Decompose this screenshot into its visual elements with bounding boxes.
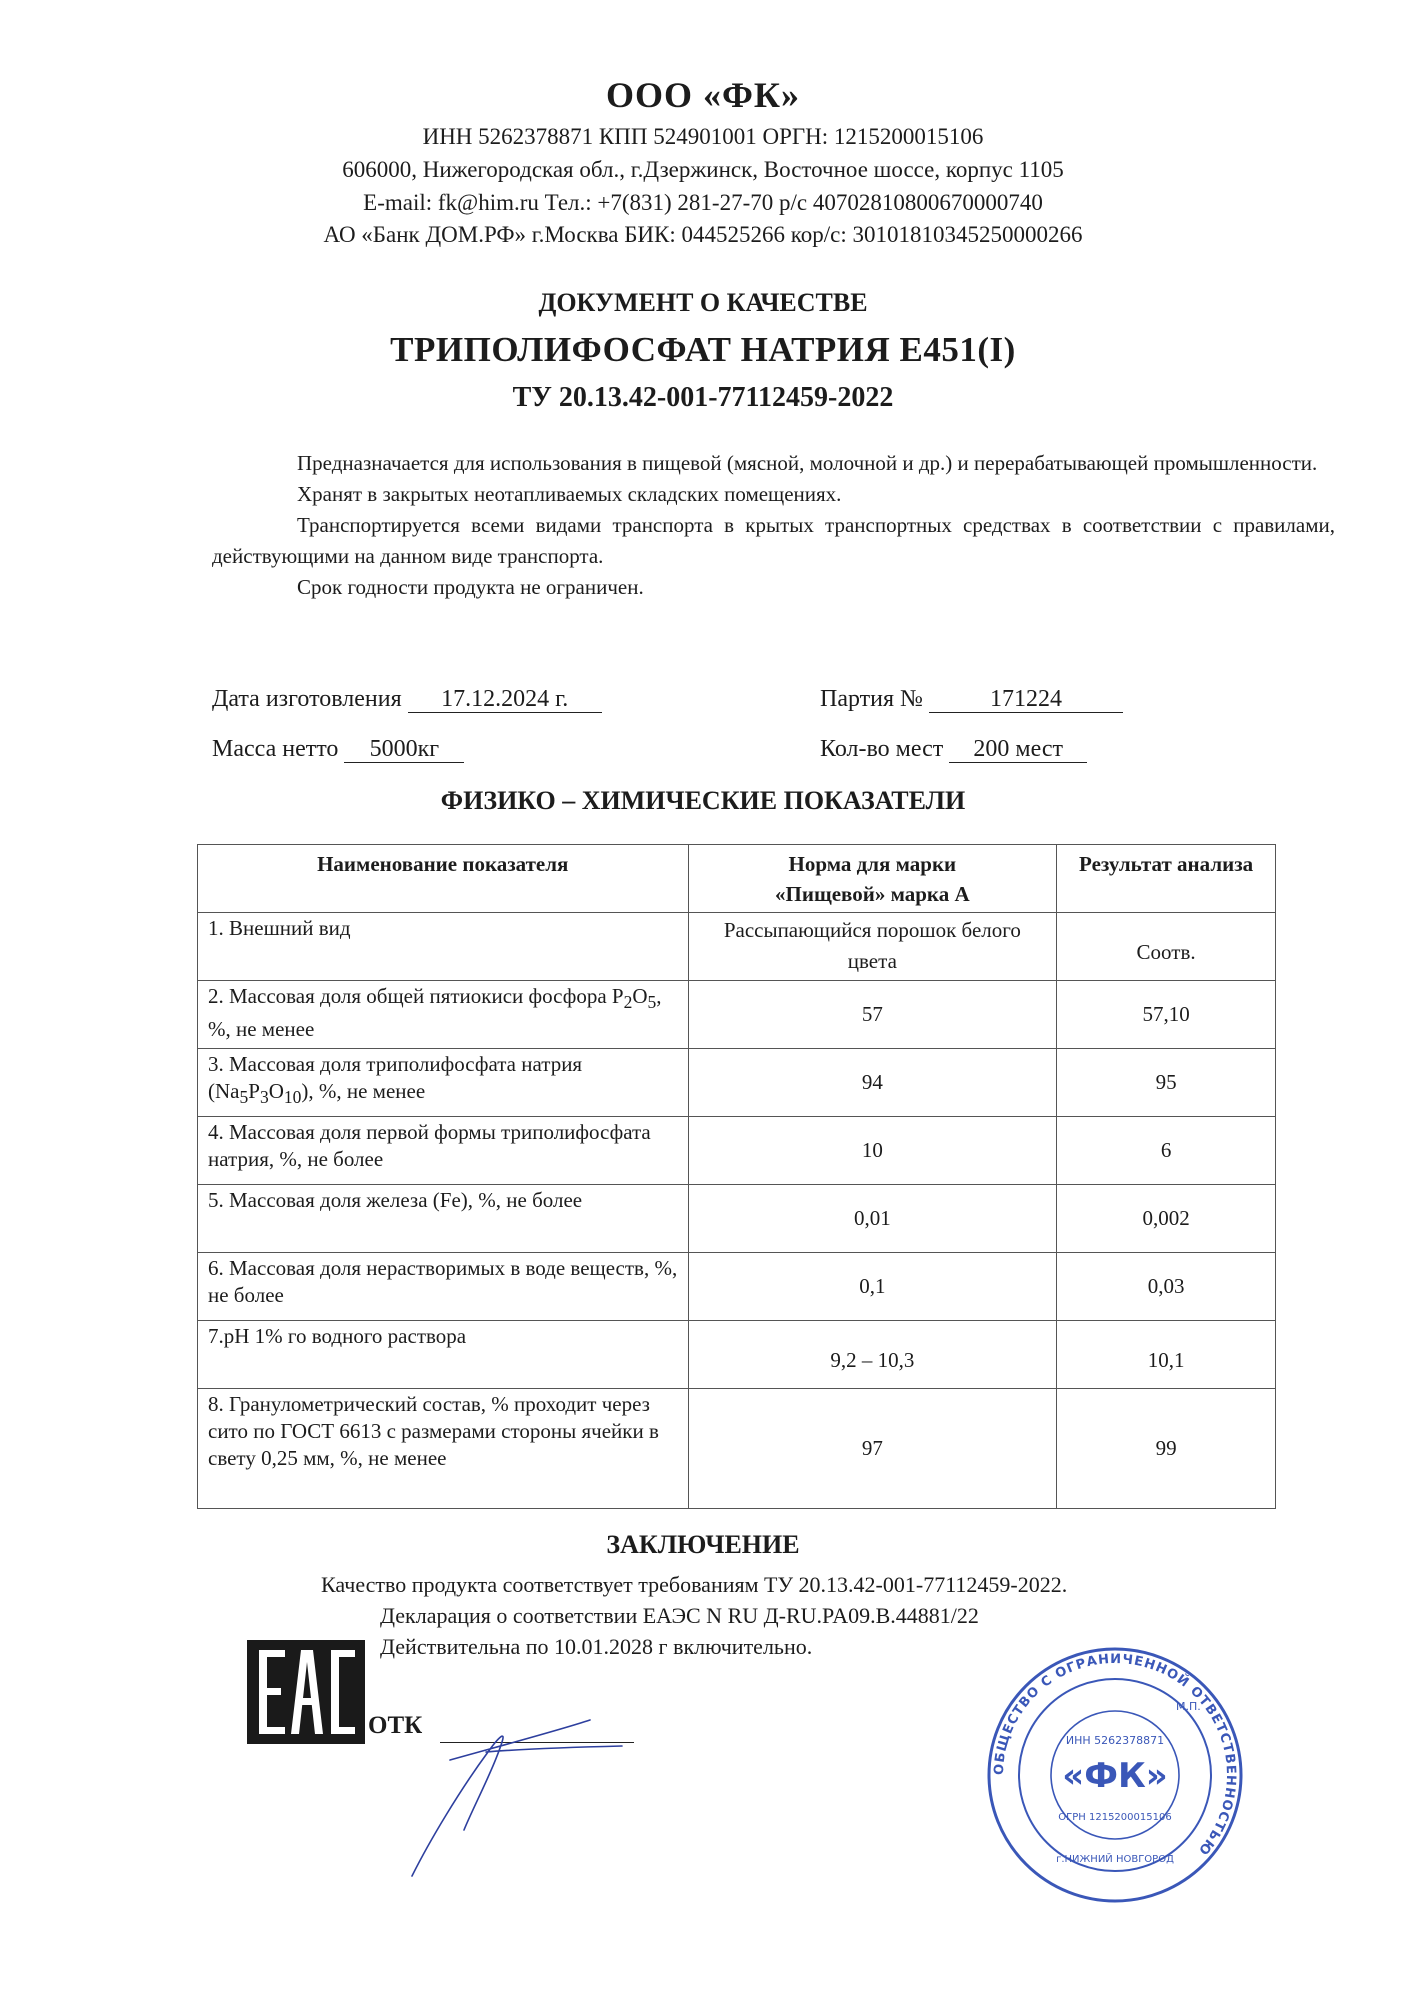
indicator-result: 95 xyxy=(1057,1049,1276,1117)
stamp-inn-text: ИНН 5262378871 xyxy=(1065,1734,1165,1747)
table-row xyxy=(198,1321,1276,1389)
places-count-field xyxy=(820,736,1087,763)
company-requisites: ИНН 5262378871 КПП 524901001 ОРГН: 1215200015106 xyxy=(422,124,984,149)
manufacture-date-value: 17.12.2024 г. xyxy=(408,686,602,713)
net-mass-value: 5000кг xyxy=(344,736,464,763)
indicator-norm: 57 xyxy=(688,981,1057,1049)
indicator-name: 6. Массовая доля нерастворимых в воде веществ, %, не более xyxy=(198,1253,689,1321)
table-row xyxy=(198,1049,1276,1117)
table-row xyxy=(198,1253,1276,1321)
places-count-label: Кол-во мест xyxy=(820,736,944,762)
transport-paragraph: Транспортируется всеми видами транспорта в крытых транспортных средствах в соответствии с правилами, действующими на данном виде транспорта. xyxy=(212,513,1335,568)
indicator-name: 5. Массовая доля железа (Fe), %, не более xyxy=(198,1185,689,1253)
indicator-norm: 97 xyxy=(688,1389,1057,1509)
company-address: 606000, Нижегородская обл., г.Дзержинск, Восточное шоссе, корпус 1105 xyxy=(342,157,1064,182)
indicator-result: 99 xyxy=(1057,1389,1276,1509)
storage-paragraph: Хранят в закрытых неотапливаемых складских помещениях. xyxy=(297,482,842,506)
batch-field xyxy=(820,686,1123,713)
company-contacts: E-mail: fk@him.ru Тел.: +7(831) 281-27-70 р/с 40702810800670000740 xyxy=(363,190,1043,215)
usage-paragraph: Предназначается для использования в пищевой (мясной, молочной и др.) и перерабатывающей промышленности. xyxy=(297,451,1318,475)
conclusion-validity: Действительна по 10.01.2028 г включительно. xyxy=(380,1634,813,1659)
table-row xyxy=(198,913,1276,981)
header-norm-line1: Норма для марки xyxy=(788,852,957,876)
net-mass-label: Масса нетто xyxy=(212,736,339,762)
indicator-name: 8. Гранулометрический состав, % проходит через сито по ГОСТ 6613 с размерами стороны ячейки в свету 0,25 мм, %, не менее xyxy=(198,1389,689,1509)
eac-logo-icon xyxy=(247,1640,365,1744)
manufacture-date-label: Дата изготовления xyxy=(212,686,402,712)
header-result: Результат анализа xyxy=(1057,845,1276,913)
table-header-row xyxy=(198,845,1276,913)
indicators-table xyxy=(197,844,1276,1509)
document-type: ДОКУМЕНТ О КАЧЕСТВЕ xyxy=(538,288,868,317)
manufacture-date-field xyxy=(212,686,602,713)
indicator-norm: 9,2 – 10,3 xyxy=(688,1321,1057,1389)
indicator-norm: 10 xyxy=(688,1117,1057,1185)
indicator-name: 7.pH 1% го водного раствора xyxy=(198,1321,689,1389)
otk-label: ОТК xyxy=(368,1712,423,1739)
indicator-result: 57,10 xyxy=(1057,981,1276,1049)
shelf-life-paragraph: Срок годности продукта не ограничен. xyxy=(297,575,644,599)
indicator-result: Соотв. xyxy=(1057,913,1276,981)
conclusion-title: ЗАКЛЮЧЕНИЕ xyxy=(606,1530,800,1559)
stamp-city-text: г.НИЖНИЙ НОВГОРОД xyxy=(1056,1854,1174,1865)
batch-value: 171224 xyxy=(929,686,1123,713)
indicator-norm: 94 xyxy=(688,1049,1057,1117)
indicator-result: 10,1 xyxy=(1057,1321,1276,1389)
stamp-ring-text: ОБЩЕСТВО С ОГРАНИЧЕННОЙ ОТВЕТСТВЕННОСТЬЮ xyxy=(991,1651,1239,1858)
table-row xyxy=(198,1389,1276,1509)
handwritten-signature-icon xyxy=(390,1690,630,1890)
table-row xyxy=(198,1185,1276,1253)
indicator-result: 6 xyxy=(1057,1117,1276,1185)
conclusion-compliance: Качество продукта соответствует требованиям ТУ 20.13.42-001-77112459-2022. xyxy=(321,1572,1068,1597)
indicator-result: 0,002 xyxy=(1057,1185,1276,1253)
stamp-mp-text: М.П. xyxy=(1176,1700,1201,1713)
net-mass-field xyxy=(212,736,464,763)
batch-label: Партия № xyxy=(820,686,923,712)
indicator-norm: 0,01 xyxy=(688,1185,1057,1253)
indicator-name: 1. Внешний вид xyxy=(198,913,689,981)
company-name: ООО «ФК» xyxy=(605,75,801,115)
section-title: ФИЗИКО – ХИМИЧЕСКИЕ ПОКАЗАТЕЛИ xyxy=(440,786,966,815)
table-row xyxy=(198,981,1276,1049)
product-description xyxy=(212,448,1335,603)
tech-spec: ТУ 20.13.42-001-77112459-2022 xyxy=(512,382,894,413)
stamp-ogrn-text: ОГРН 1215200015106 xyxy=(1058,1812,1172,1823)
stamp-center-text: «ФК» xyxy=(1062,1756,1168,1796)
header-norm-line2: «Пищевой» марка А xyxy=(775,882,970,906)
indicator-name: 3. Массовая доля триполифосфата натрия $(Na_5P_3O_{10})$, %, не менее xyxy=(198,1049,689,1117)
indicator-result: 0,03 xyxy=(1057,1253,1276,1321)
indicator-name: 4. Массовая доля первой формы триполифосфата натрия, %, не более xyxy=(198,1117,689,1185)
indicator-norm: 0,1 xyxy=(688,1253,1057,1321)
indicator-name: 2. Массовая доля общей пятиокиси фосфора $P_2O_5$, %, не менее xyxy=(198,981,689,1049)
header-indicator-name: Наименование показателя xyxy=(198,845,689,913)
places-count-value: 200 мест xyxy=(949,736,1087,763)
company-bank: АО «Банк ДОМ.РФ» г.Москва БИК: 044525266 кор/с: 30101810345250000266 xyxy=(323,222,1083,247)
conclusion-declaration: Декларация о соответствии ЕАЭС N RU Д-RU.PA09.B.44881/22 xyxy=(380,1603,979,1628)
table-row xyxy=(198,1117,1276,1185)
header-norm xyxy=(688,845,1057,913)
company-stamp-icon xyxy=(980,1640,1250,1910)
indicator-norm: Рассыпающийся порошок белого цвета xyxy=(688,913,1057,981)
product-name: ТРИПОЛИФОСФАТ НАТРИЯ Е451(I) xyxy=(390,330,1016,369)
